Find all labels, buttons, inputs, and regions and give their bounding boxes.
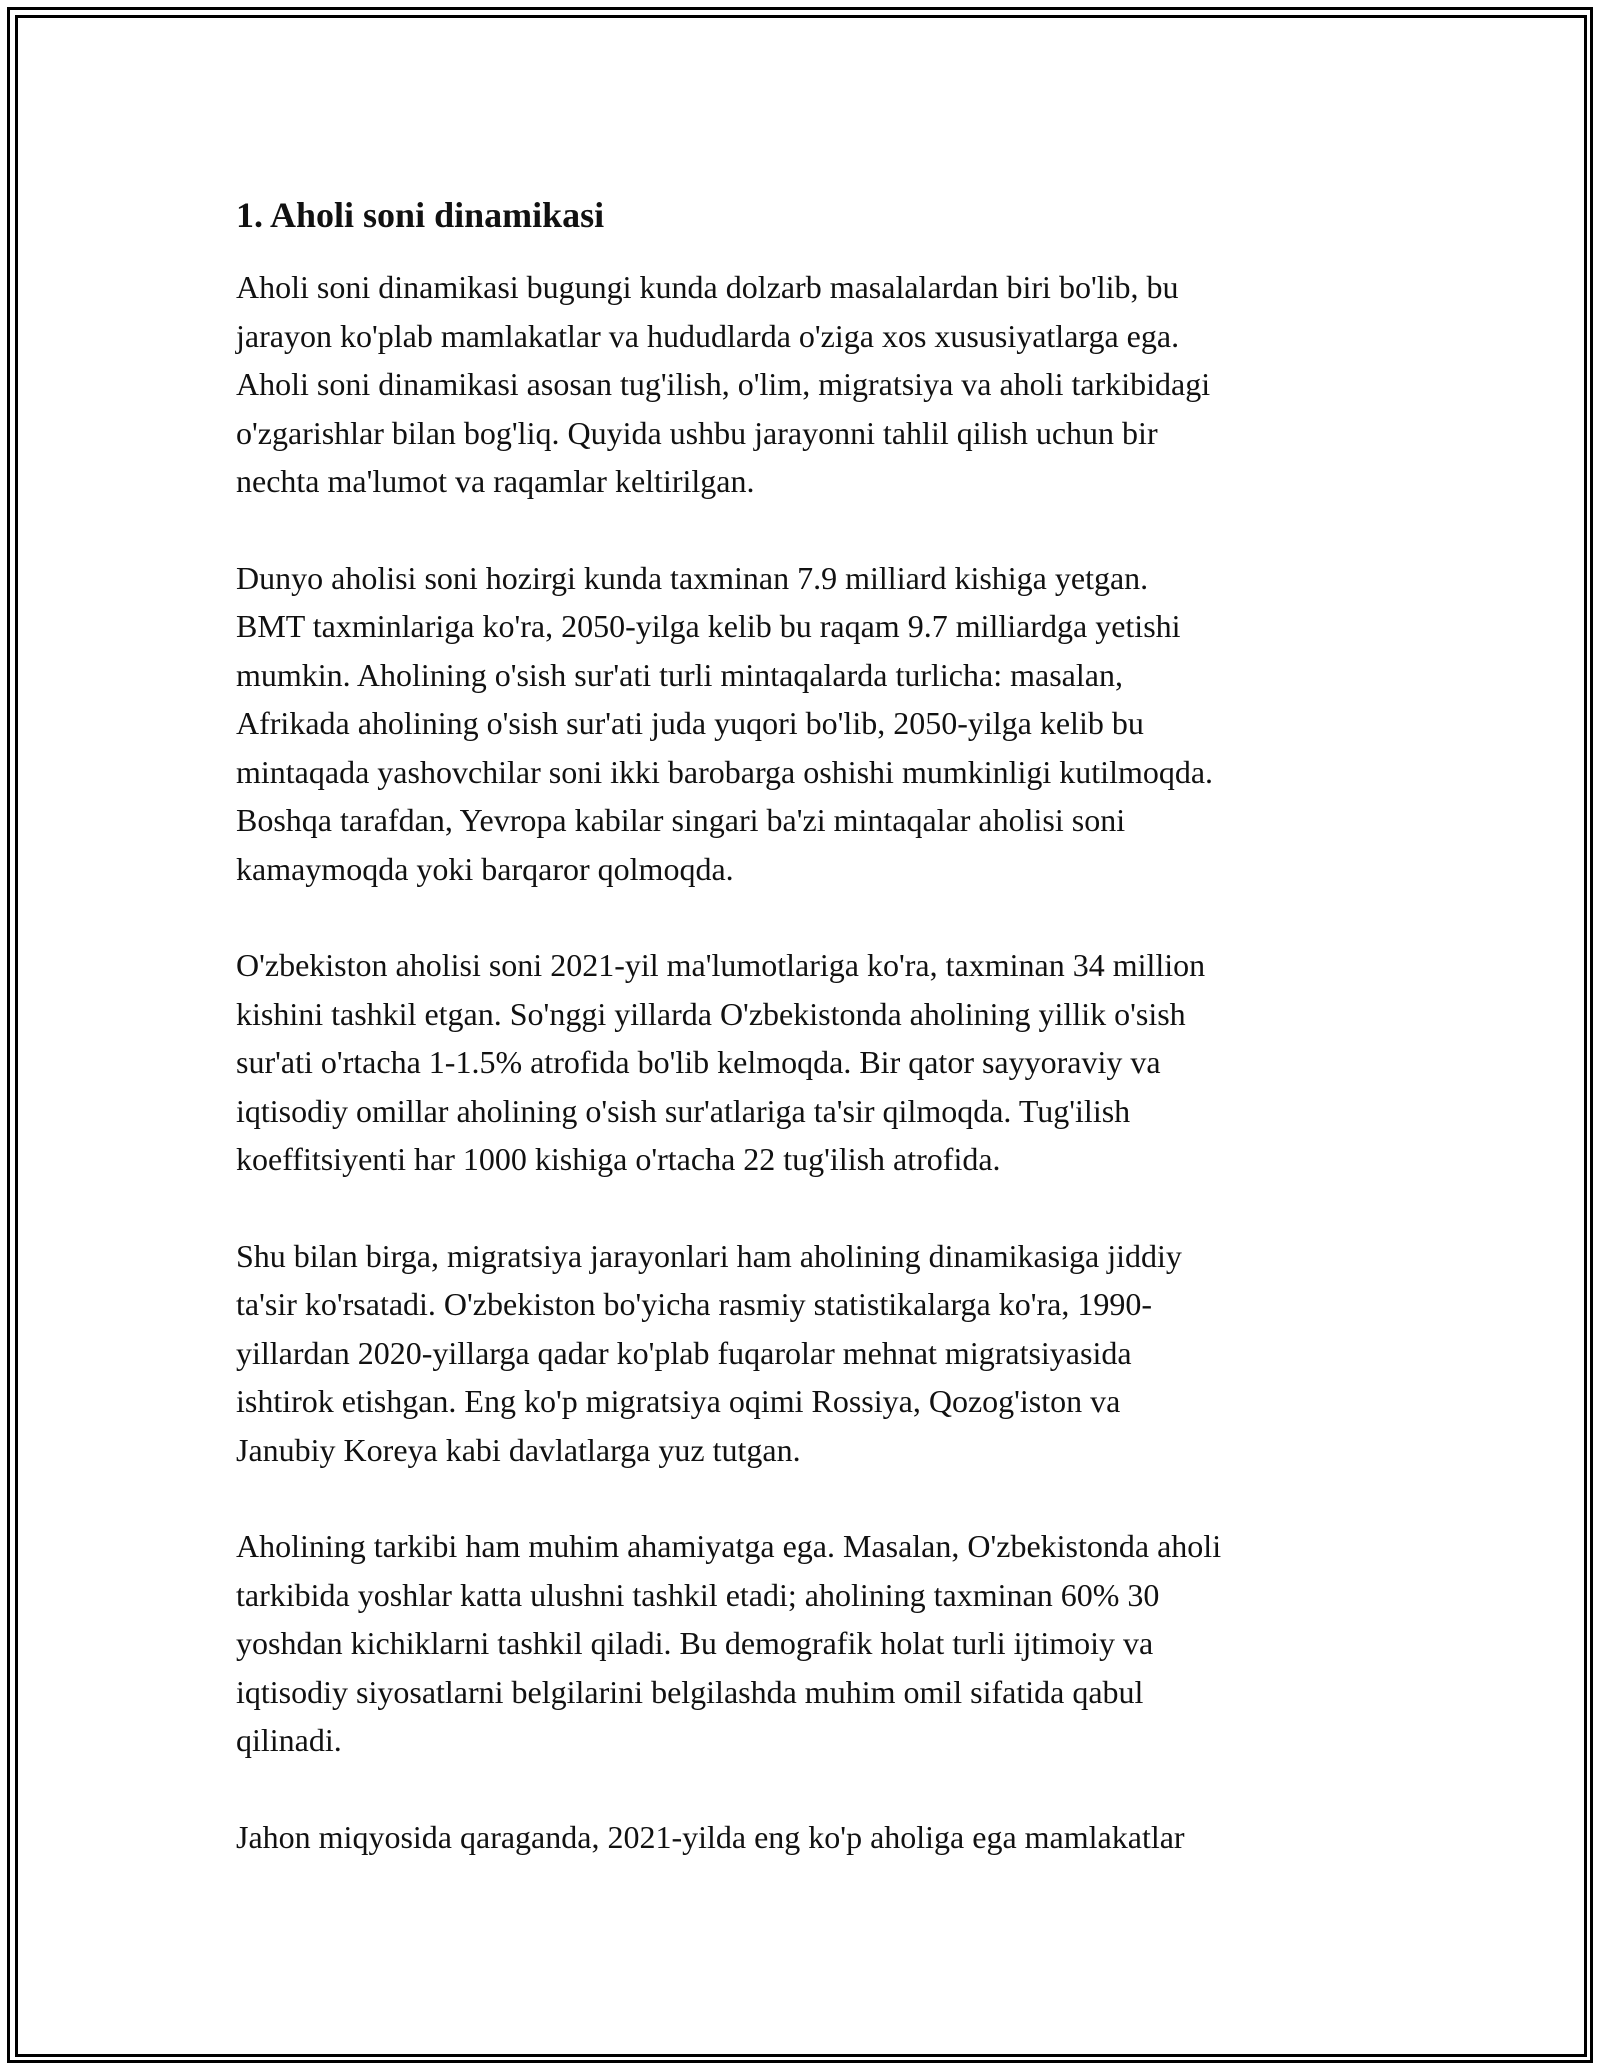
section-heading: 1. Aholi soni dinamikasi — [236, 195, 605, 235]
paragraph-2: Dunyo aholisi soni hozirgi kunda taxminan 7.9 milliard kishiga yetgan. BMT taxminlariga ko'ra, 2050-yilga kelib bu raqam 9.7 milliardga yetishi mumkin. Aholining o'sish sur'ati turli mintaqalarda turlicha: masalan, Afrikada aholining o'sish sur'ati juda yuqori bo'lib, 2050-yilga kelib bu mintaqada yashovchilar soni ikki barobarga oshishi mumkinligi kutilmoqda. Boshqa tarafdan, Yevropa kabilar singari ba'zi mintaqalar aholisi soni kamaymoqda yoki barqaror qolmoqda. — [236, 559, 1214, 887]
paragraph-1: Aholi soni dinamikasi bugungi kunda dolzarb masalalardan biri bo'lib, bu jarayon ko'plab mamlakatlar va hududlarda o'ziga xos xususiyatlarga ega. Aholi soni dinamikasi asosan tug'ilish, o'lim, migratsiya va aholi tarkibidagi o'zgarishlar bilan bog'liq. Quyida ushbu jarayonni tahlil qilish uchun bir nechta ma'lumot va raqamlar keltirilgan. — [236, 269, 1211, 499]
paragraph-5: Aholining tarkibi ham muhim ahamiyatga ega. Masalan, O'zbekistonda aholi tarkibida yoshlar katta ulushni tashkil etadi; aholining taxminan 60% 30 yoshdan kichiklarni tashkil qiladi. Bu demografik holat turli ijtimoiy va iqtisodiy siyosatlarni belgilarini belgilashda muhim omil sifatida qabul qilinadi. — [236, 1528, 1222, 1758]
paragraph-6: Jahon miqyosida qaraganda, 2021-yilda eng ko'p aholiga ega mamlakatlar — [236, 1818, 1185, 1855]
document-body — [236, 185, 1376, 1909]
paragraph-4: Shu bilan birga, migratsiya jarayonlari ham aholining dinamikasiga jiddiy ta'sir ko'rsatadi. O'zbekiston bo'yicha rasmiy statistikalarga ko'ra, 1990- yillardan 2020-yillarga qadar ko'plab fuqarolar mehnat migratsiyasida ishtirok etishgan. Eng ko'p migratsiya oqimi Rossiya, Qozog'iston va Janubiy Koreya kabi davlatlarga yuz tutgan. — [236, 1237, 1182, 1468]
paragraph-3: O'zbekiston aholisi soni 2021-yil ma'lumotlariga ko'ra, taxminan 34 million kishini tashkil etgan. So'nggi yillarda O'zbekistonda aholining yillik o'sish sur'ati o'rtacha 1-1.5% atrofida bo'lib kelmoqda. Bir qator sayyoraviy va iqtisodiy omillar aholining o'sish sur'atlariga ta'sir qilmoqda. Tug'ilish koeffitsiyenti har 1000 kishiga o'rtacha 22 tug'ilish atrofida. — [236, 947, 1206, 1177]
